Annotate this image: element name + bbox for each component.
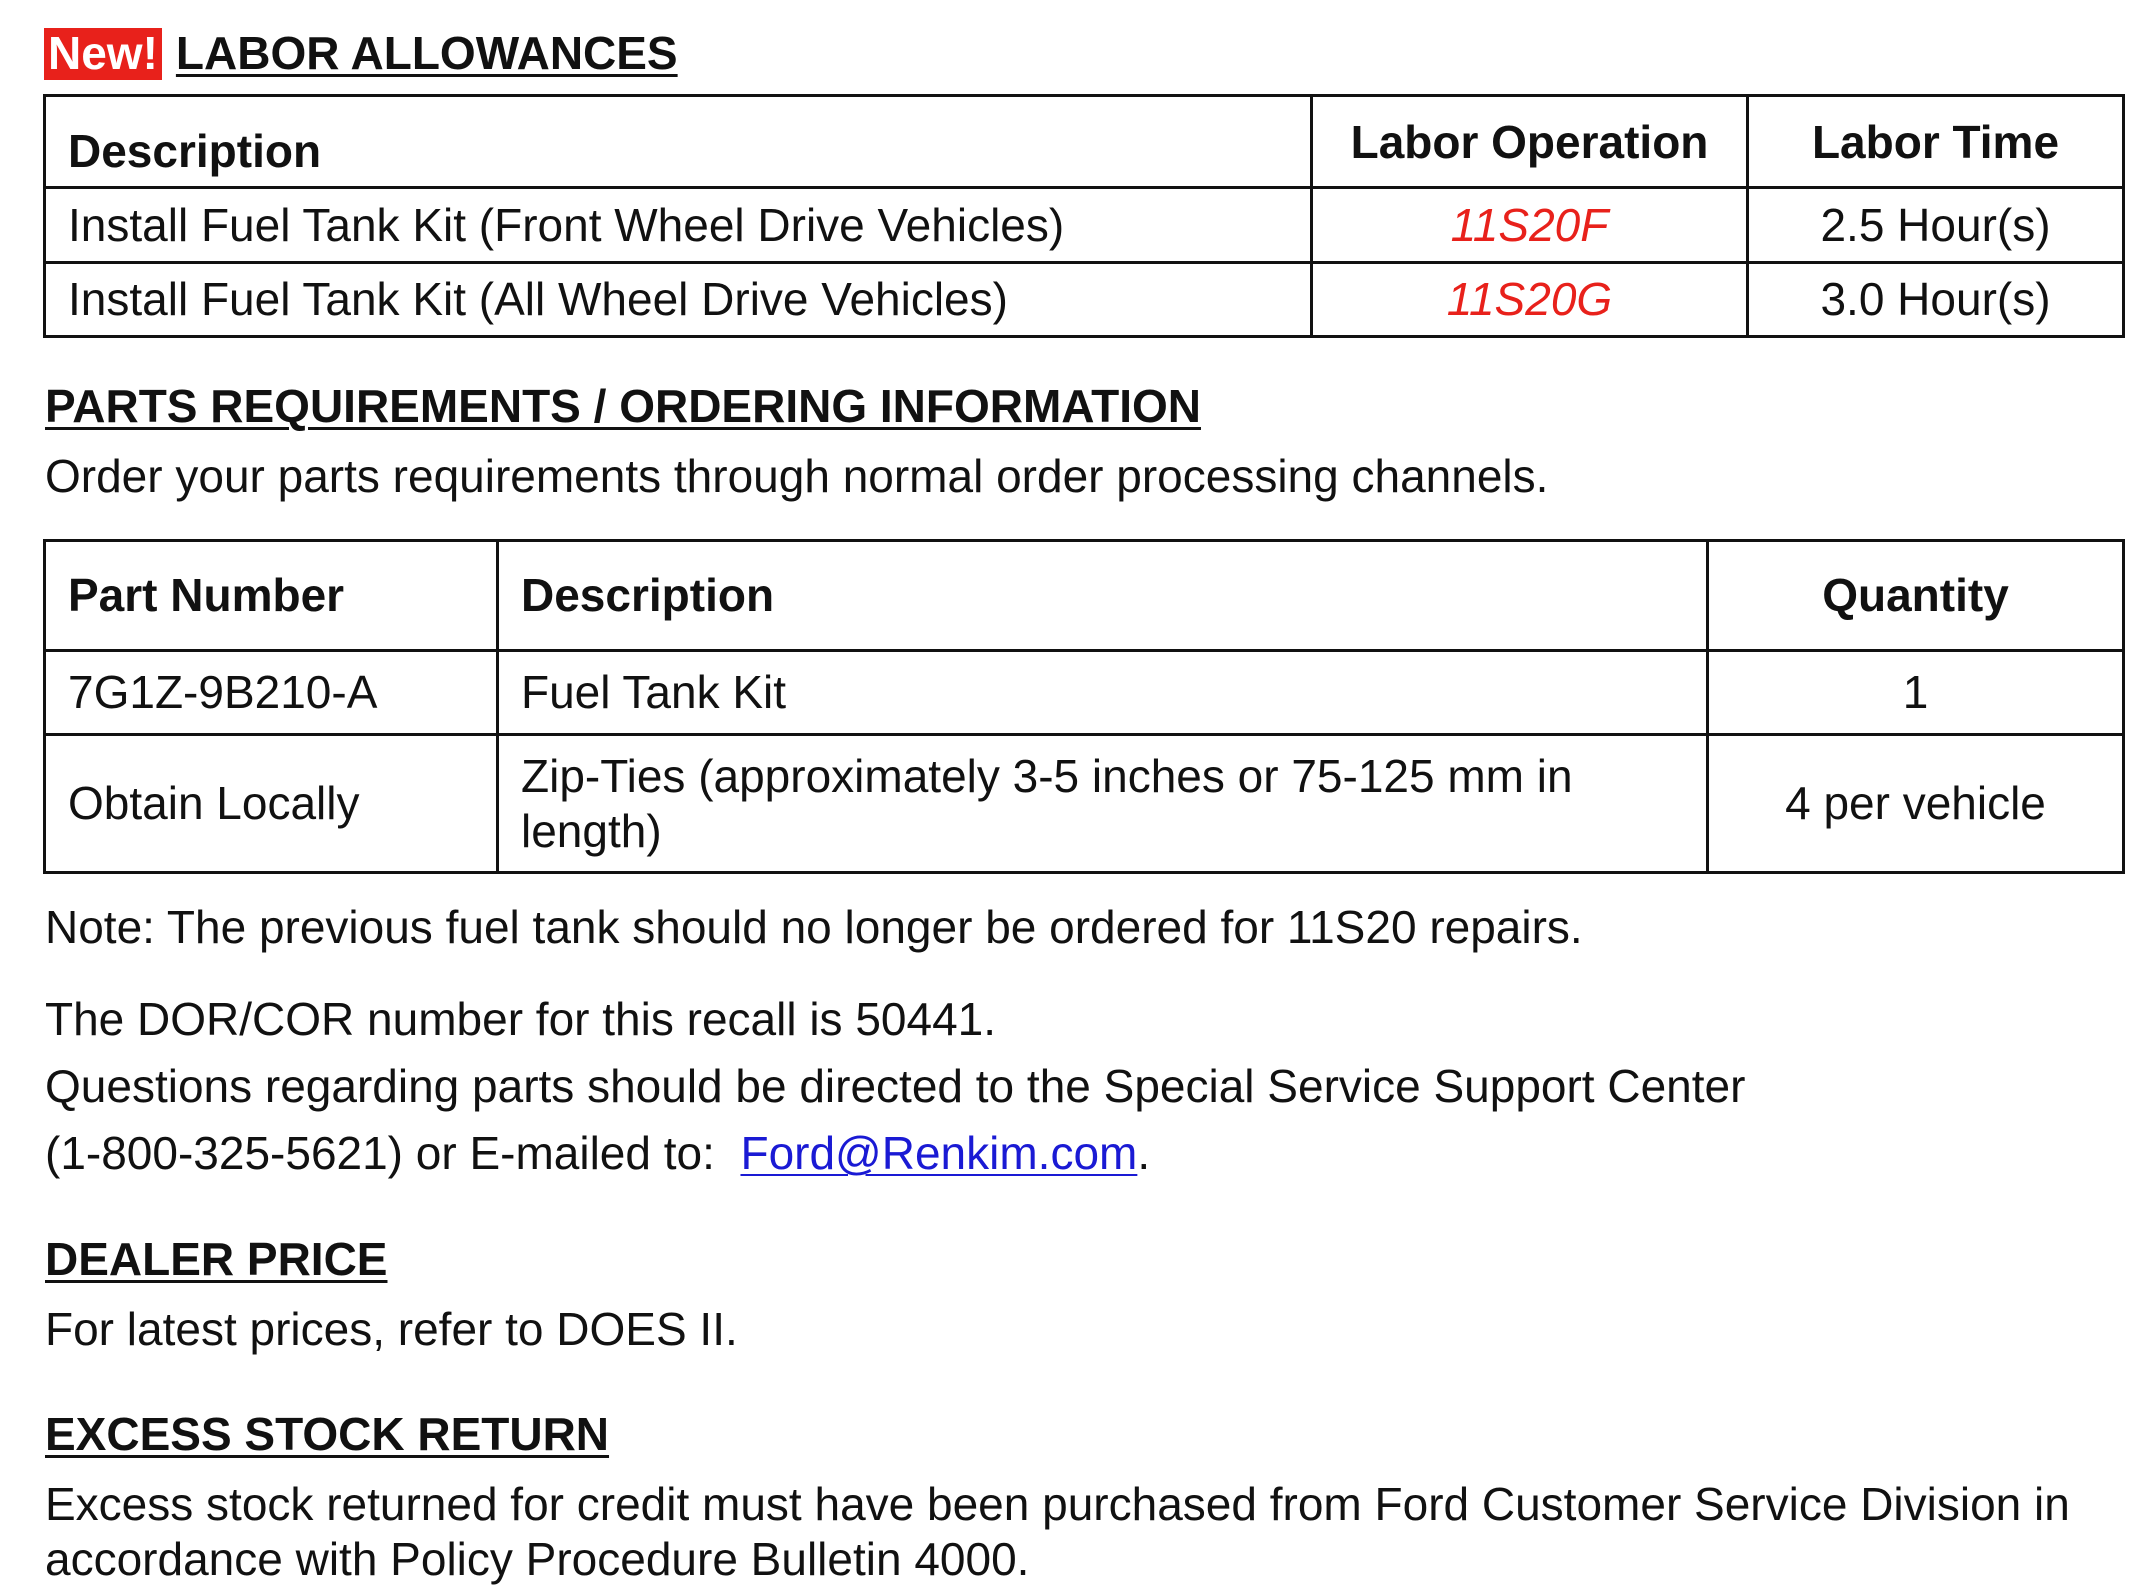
parts-header-description: Description xyxy=(498,541,1708,651)
labor-operation-cell: 11S20G xyxy=(1312,263,1748,337)
part-description-cell: Fuel Tank Kit xyxy=(498,651,1708,735)
part-quantity-cell: 4 per vehicle xyxy=(1708,735,2124,873)
labor-allowances-heading xyxy=(44,28,678,80)
email-period: . xyxy=(1137,1127,1151,1179)
part-description-cell: Zip-Ties (approximately 3-5 inches or 75-125 mm in length) xyxy=(498,735,1708,873)
parts-header-part-number: Part Number xyxy=(45,541,498,651)
questions-text-line2 xyxy=(45,1127,1151,1179)
dor-cor-text: The DOR/COR number for this recall is 50441. xyxy=(45,993,997,1045)
new-badge: New! xyxy=(44,28,162,80)
excess-stock-text-line1: Excess stock returned for credit must have been purchased from Ford Customer Service Division in xyxy=(45,1478,2070,1530)
parts-table-header xyxy=(45,541,2124,651)
part-number-cell: 7G1Z-9B210-A xyxy=(45,651,498,735)
parts-header-quantity: Quantity xyxy=(1708,541,2124,651)
parts-requirements-heading: PARTS REQUIREMENTS / ORDERING INFORMATION xyxy=(45,380,1201,432)
labor-description-cell: Install Fuel Tank Kit (All Wheel Drive Vehicles) xyxy=(45,263,1312,337)
parts-note-text: Note: The previous fuel tank should no longer be ordered for 11S20 repairs. xyxy=(45,901,1583,953)
labor-time-cell: 2.5 Hour(s) xyxy=(1748,188,2124,263)
labor-header-operation: Labor Operation xyxy=(1312,96,1748,188)
labor-header-time: Labor Time xyxy=(1748,96,2124,188)
labor-table-header xyxy=(45,96,2124,188)
labor-header-description: Description xyxy=(45,96,1312,188)
parts-intro-text: Order your parts requirements through normal order processing channels. xyxy=(45,450,1549,502)
part-number-cell: Obtain Locally xyxy=(45,735,498,873)
excess-stock-text-line2: accordance with Policy Procedure Bulletin 4000. xyxy=(45,1533,1030,1585)
table-row xyxy=(45,188,2124,263)
labor-allowances-title: LABOR ALLOWANCES xyxy=(175,27,678,79)
dealer-price-text: For latest prices, refer to DOES II. xyxy=(45,1303,738,1355)
labor-table xyxy=(43,94,2125,338)
table-row xyxy=(45,651,2124,735)
questions-contact-text: (1-800-325-5621) or E-mailed to: xyxy=(45,1127,715,1179)
excess-stock-heading: EXCESS STOCK RETURN xyxy=(45,1408,610,1460)
labor-time-cell: 3.0 Hour(s) xyxy=(1748,263,2124,337)
labor-description-cell: Install Fuel Tank Kit (Front Wheel Drive Vehicles) xyxy=(45,188,1312,263)
support-email-link[interactable]: Ford@Renkim.com xyxy=(740,1127,1138,1179)
parts-table xyxy=(43,539,2125,874)
labor-operation-cell: 11S20F xyxy=(1312,188,1748,263)
table-row xyxy=(45,263,2124,337)
table-row xyxy=(45,735,2124,873)
part-quantity-cell: 1 xyxy=(1708,651,2124,735)
dealer-price-heading: DEALER PRICE xyxy=(45,1233,388,1285)
questions-text-line1: Questions regarding parts should be directed to the Special Service Support Center xyxy=(45,1060,1746,1112)
